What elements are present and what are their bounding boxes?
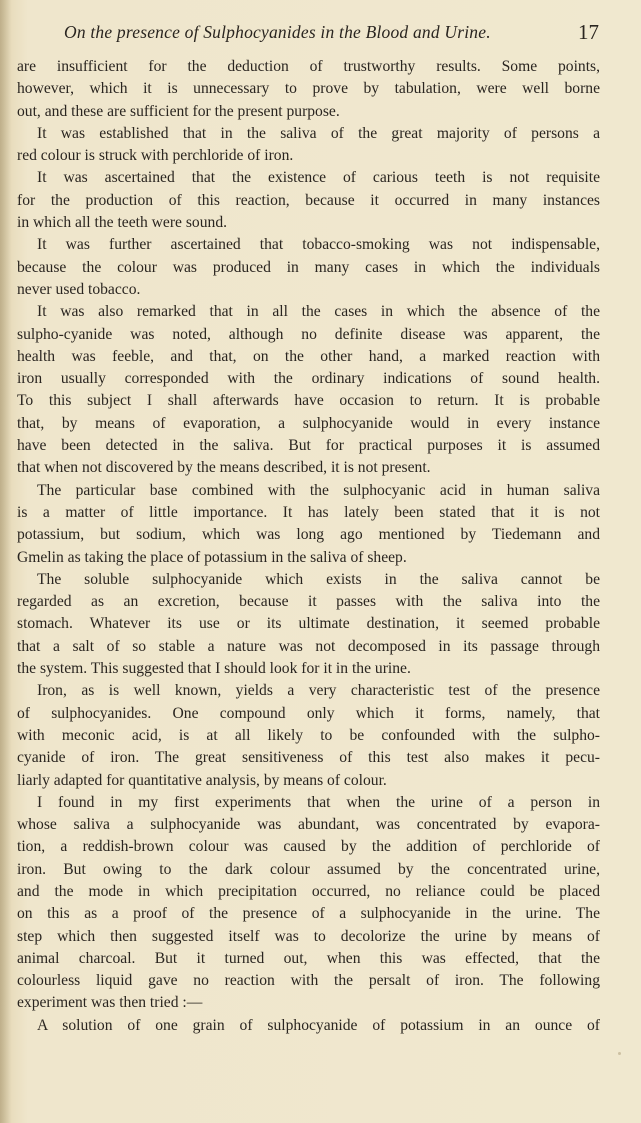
gutter-shadow — [0, 0, 12, 1123]
text-line: never used tobacco. — [17, 280, 141, 298]
running-head — [0, 22, 641, 50]
paper-speck — [618, 1052, 621, 1055]
text-line: experiment was then tried :— — [17, 994, 203, 1012]
text-line: regarded as an excretion, because it passes with the saliva into the — [17, 593, 600, 611]
text-line: red colour is struck with perchloride of iron. — [17, 147, 294, 165]
text-line: of sulphocyanides. One compound only which it forms, namely, that — [17, 704, 600, 722]
text-line: tion, a reddish-brown colour was caused by the addition of perchloride of — [17, 838, 600, 856]
text-line: have been detected in the saliva. But for practical purposes it is assumed — [17, 437, 600, 455]
text-line: that, by means of evaporation, a sulphocyanide would in every instance — [17, 414, 600, 432]
text-line: Iron, as is well known, yields a very characteristic test of the presence — [37, 682, 600, 700]
text-line: are insufficient for the deduction of trustworthy results. Some points, — [17, 58, 600, 75]
text-line: and the mode in which precipitation occurred, no reliance could be placed — [17, 882, 600, 900]
text-line: that when not discovered by the means described, it is not present. — [17, 459, 431, 477]
text-line: It was established that in the saliva of the great majority of persons a — [37, 124, 600, 142]
text-line: cyanide of iron. The great sensitiveness of this test also makes it pecu- — [17, 749, 600, 767]
text-line: It was further ascertained that tobacco-smoking was not indispensable, — [37, 236, 600, 254]
text-line: A solution of one grain of sulphocyanide of potassium in an ounce of — [37, 1016, 600, 1034]
text-line: out, and these are sufficient for the present purpose. — [17, 102, 340, 120]
text-line: the system. This suggested that I should look for it in the urine. — [17, 660, 411, 678]
text-line: animal charcoal. But it turned out, when this was effected, that the — [17, 949, 600, 967]
text-line: sulpho-cyanide was noted, although no definite disease was apparent, the — [17, 325, 600, 343]
text-line: is a matter of little importance. It has lately been stated that it is not — [17, 503, 600, 521]
text-line: liarly adapted for quantitative analysis, by means of colour. — [17, 771, 387, 789]
text-line: To this subject I shall afterwards have occasion to return. It is probable — [17, 392, 600, 410]
text-line: however, which it is unnecessary to prove by tabulation, were well borne — [17, 80, 600, 98]
text-line: Gmelin as taking the place of potassium in the saliva of sheep. — [17, 548, 407, 566]
text-line: health was feeble, and that, on the other hand, a marked reaction with — [17, 347, 600, 365]
running-title: On the presence of Sulphocyanides in the Blood and Urine. — [64, 22, 491, 42]
text-line: whose saliva a sulphocyanide was abundant, was concentrated by evapora- — [17, 816, 600, 834]
text-line: stomach. Whatever its use or its ultimate destination, it seemed probable — [17, 615, 600, 633]
text-line: I found in my first experiments that when the urine of a person in — [37, 793, 600, 811]
text-line: The particular base combined with the sulphocyanic acid in human saliva — [37, 481, 600, 499]
text-line: The soluble sulphocyanide which exists in the saliva cannot be — [37, 570, 600, 588]
page-number: 17 — [578, 20, 599, 44]
text-line: iron usually corresponded with the ordinary indications of sound health. — [17, 370, 600, 388]
text-line: on this as a proof of the presence of a sulphocyanide in the urine. The — [17, 905, 600, 923]
text-line: It was also remarked that in all the cases in which the absence of the — [37, 303, 600, 321]
text-line: step which then suggested itself was to decolorize the urine by means of — [17, 927, 600, 945]
text-line: iron. But owing to the dark colour assumed by the concentrated urine, — [17, 860, 600, 878]
text-line: It was ascertained that the existence of carious teeth is not requisite — [37, 169, 600, 187]
text-line: potassium, but sodium, which was long ago mentioned by Tiedemann and — [17, 526, 600, 544]
text-line: that a salt of so stable a nature was not decomposed in its passage through — [17, 637, 600, 655]
text-line: with meconic acid, is at all likely to be confounded with the sulpho- — [17, 726, 600, 744]
text-line: colourless liquid gave no reaction with the persalt of iron. The following — [17, 972, 600, 990]
text-line: because the colour was produced in many cases in which the individuals — [17, 258, 600, 276]
body-text — [17, 56, 600, 1037]
text-line: in which all the teeth were sound. — [17, 214, 228, 232]
text-line: for the production of this reaction, because it occurred in many instances — [17, 191, 600, 209]
